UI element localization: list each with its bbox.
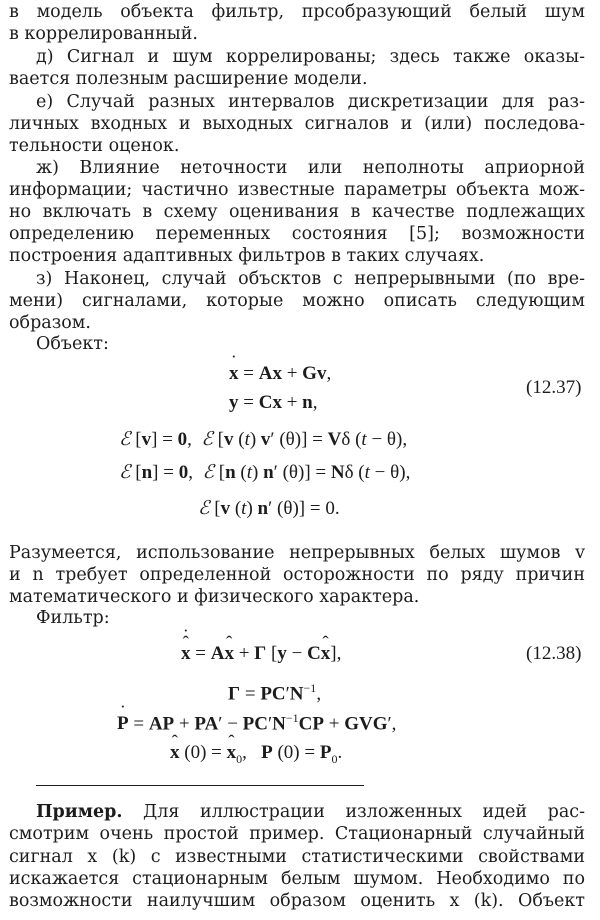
example-line-1-rest: Для иллюстрации изложенных идей рас- [143, 802, 585, 822]
text-line-14: мени) сигналами, которые можно описать следующим [9, 291, 585, 311]
text-line-12: построения адаптивных фильтров в таких случаях. [9, 246, 485, 266]
text-line-8: ж) Влияние неточности или неполноты априорной [36, 158, 585, 178]
equation-number-12-37: (12.37) [526, 377, 582, 398]
text-line-7: тельности оценок. [9, 136, 180, 156]
filter-label: Фильтр: [36, 608, 110, 628]
example-line-3: сигнал x (k) с известными статистическими свойствами [9, 847, 585, 867]
text-line-10: но включать в схему оценивания в качестве подлежащих [9, 202, 585, 222]
eq-line-filter-state: ˆ x ˙ = Aˆ x + Γ [y − Cˆ x], [181, 642, 341, 666]
text-line-11: определению переменных состояния [5]; возможности [9, 224, 585, 244]
text-line-15: образом. [9, 313, 91, 333]
eq-line-state: ˙ x = Ax + Gv, [229, 362, 331, 386]
example-line-2: смотрим очень простой пример. Стационарный случайный [9, 824, 585, 844]
footnote-separator [36, 785, 364, 786]
text-line-5: е) Случай разных интервалов дискретизации для раз- [36, 92, 585, 112]
eq-line-noise-v: ℰ [v] = 0, ℰ [v (t) v′ (θ)] = Vδ (t − θ), [119, 428, 408, 450]
text-line-6: личных входных и выходных сигналов и (или) последова- [9, 114, 585, 134]
text-line-3: д) Сигнал и шум коррелированы; здесь также оказы- [36, 47, 585, 67]
eq-line-noise-n: ℰ [n] = 0, ℰ [n (t) n′ (θ)] = Nδ (t − θ), [119, 461, 411, 483]
example-line-5: возможности наилучшим образом оценить x (k). Объект [9, 891, 585, 911]
text-line-13: з) Наконец, случай объсктов с непрерывными (по вре- [36, 269, 585, 289]
equation-number-12-38: (12.38) [526, 643, 582, 664]
eq-line-output: y = Cx + n, [229, 392, 318, 413]
text-line-9: информации; частично известные параметры объекта мож- [9, 180, 585, 200]
text-line-4: вается полезным расширение модели. [9, 69, 368, 89]
text-line-16: Разумеется, использование непрерывных белых шумов v [9, 543, 585, 563]
text-line-18: математического и физического характера. [9, 587, 420, 607]
text-line-2: в коррелированный. [9, 24, 198, 44]
example-lead: Пример. [36, 802, 123, 822]
eq-line-cross: ℰ [v (t) n′ (θ)] = 0. [198, 497, 340, 519]
eq-line-initial: ˆ x (0) = ˆ $x_0$, P $(0) = P_0$. [170, 741, 342, 771]
object-label: Объект: [36, 334, 109, 354]
example-line-1 [36, 801, 585, 823]
example-line-4: искажается стационарным белым шумом. Необходимо по [9, 869, 585, 889]
eq-line-gain: $\Gamma = PC'N^{-1}$, [228, 681, 322, 705]
eq-line-riccati: ˙ P = AP + $PA' - PC'N^{-1}CP + GVG'$, [117, 706, 396, 736]
text-line-1: в модель объекта фильтр, прсобразующий белый шум [9, 2, 585, 22]
text-line-17: и n требует определенной осторожности по ряду причин [9, 565, 585, 585]
